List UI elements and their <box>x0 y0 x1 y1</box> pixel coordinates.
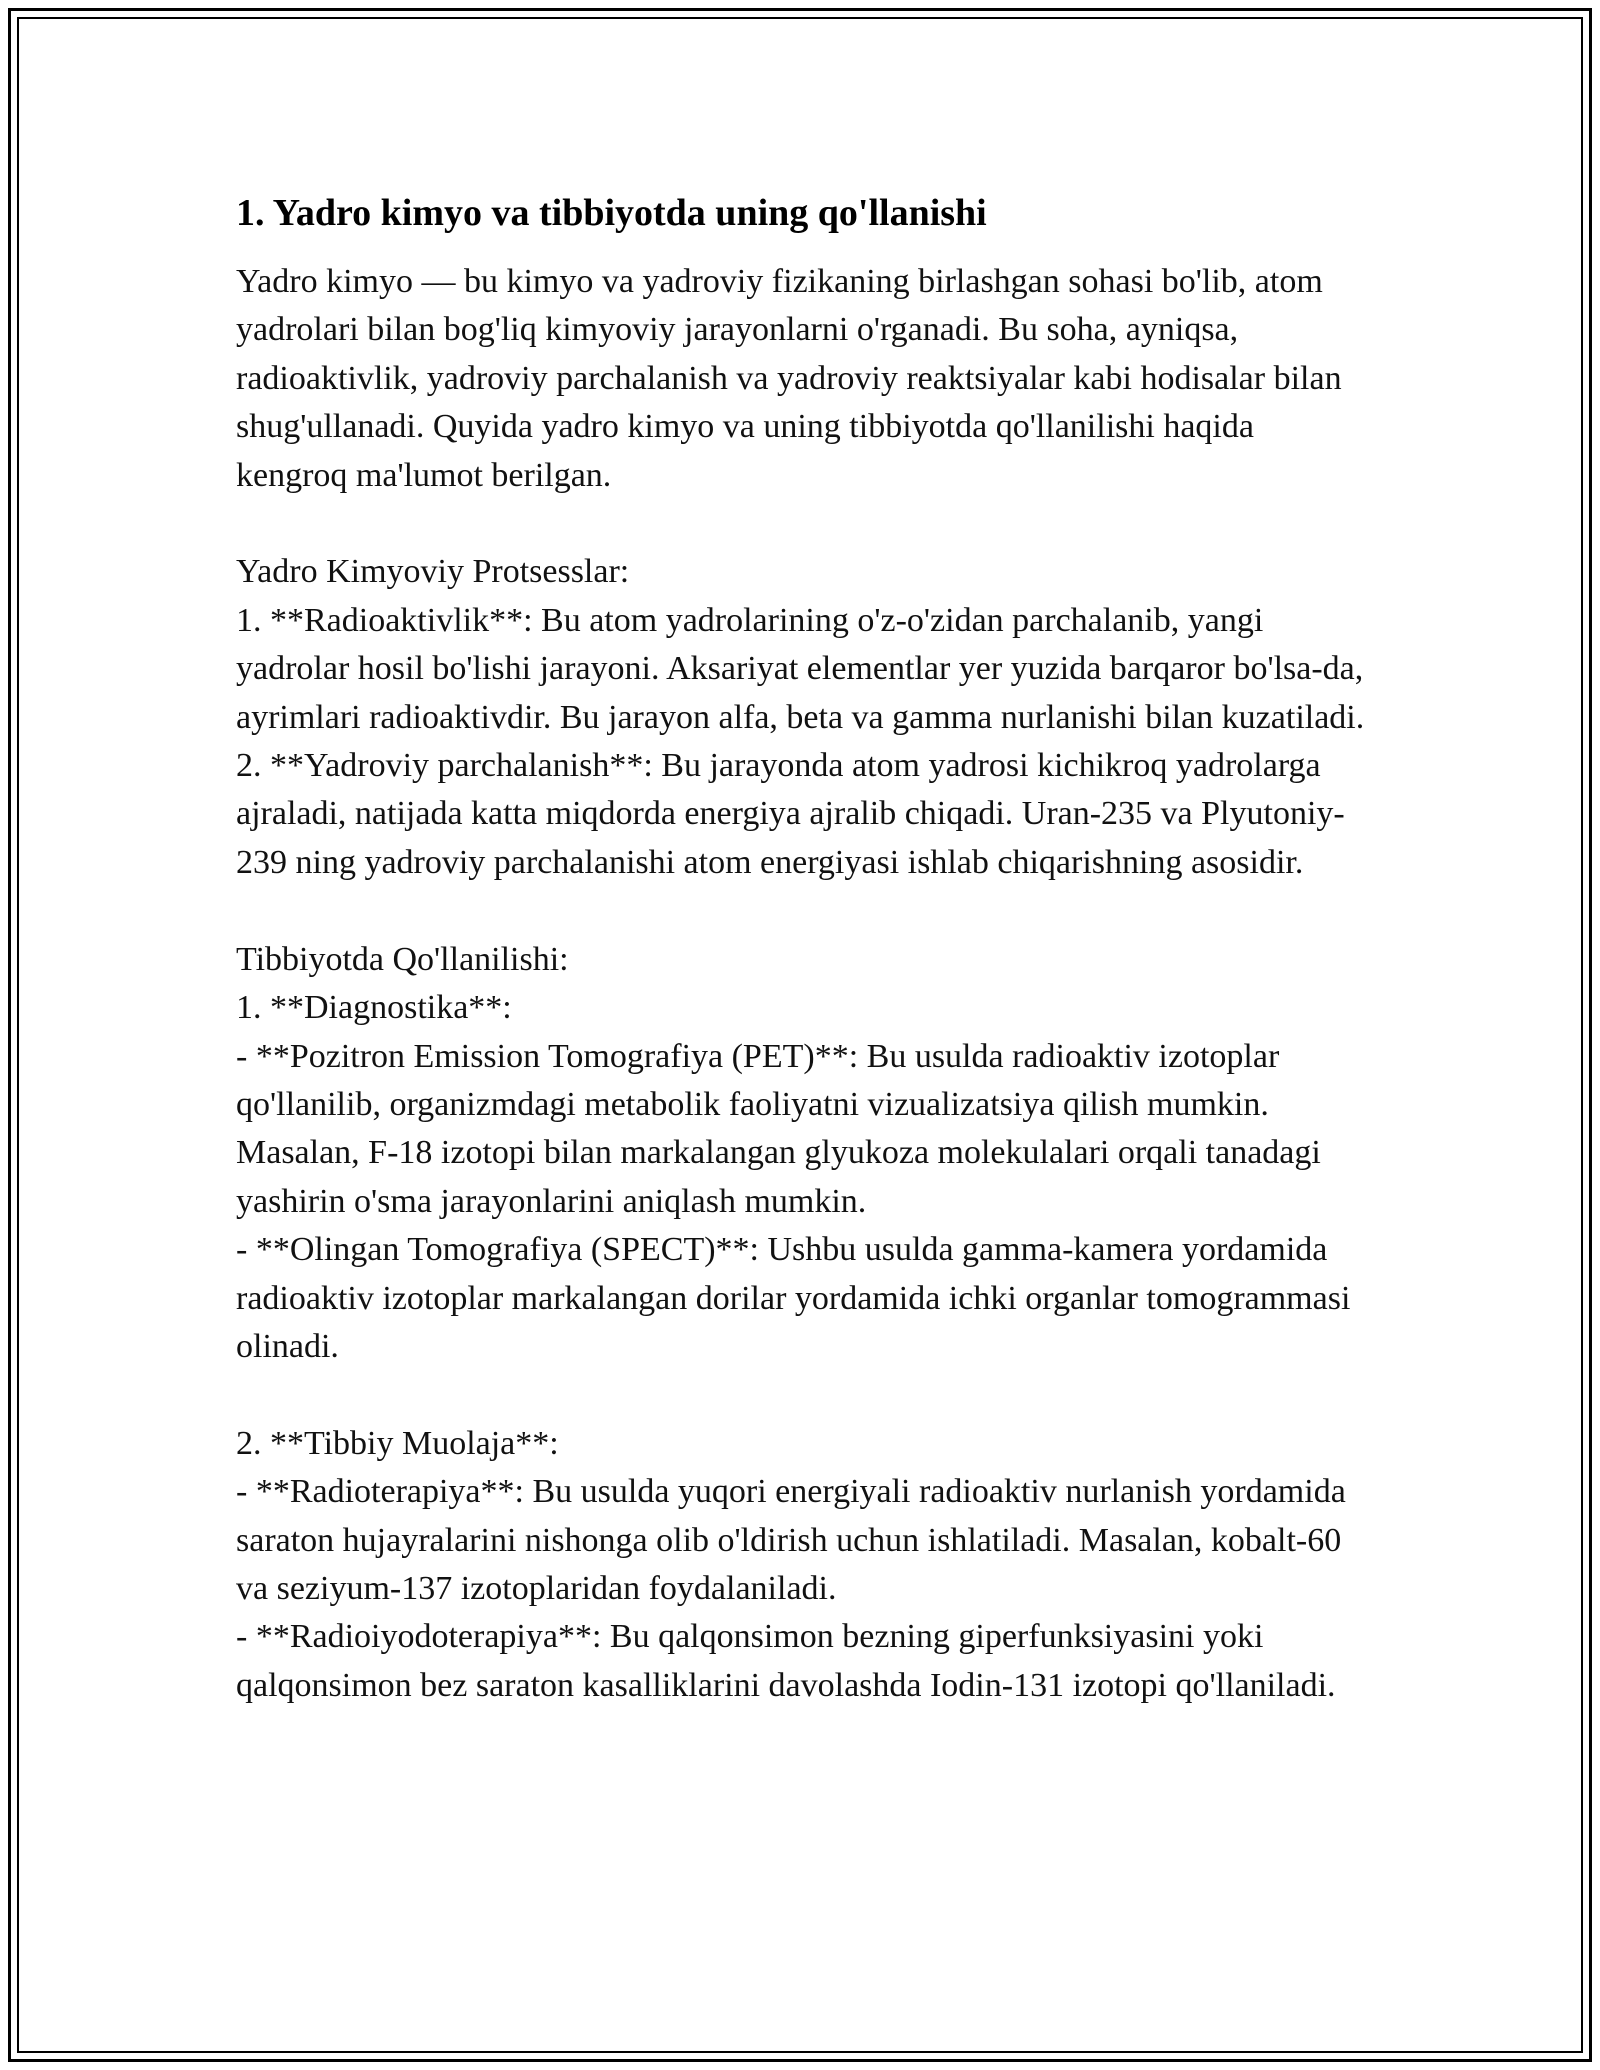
document-body: Yadro kimyo — bu kimyo va yadroviy fizikaning birlashgan sohasi bo'lib, atom yadrolari bilan bog'liq kimyoviy jarayonlarni o'rganadi. Bu soha, ayniqsa, radioaktivlik, yadroviy parchalanish va yadroviy reaktsiyalar kabi hodisalar bilan shug'ullanadi. Quyida yadro kimyo va uning tibbiyotda qo'llanilishi haqida kengroq ma'lumot berilgan. Yadro Kimyoviy Protsesslar: 1. **Radioaktivlik**: Bu atom yadrolarining o'z-o'zidan parchalanib, yangi yadrolar hosil bo'lishi jarayoni. Aksariyat elementlar yer yuzida barqaror bo'lsa-da, ayrimlari radioaktivdir. Bu jarayon alfa, beta va gamma nurlanishi bilan kuzatiladi. 2. **Yadroviy parchalanish**: Bu jarayonda atom yadrosi kichikroq yadrolarga ajraladi, natijada katta miqdorda energiya ajralib chiqadi. Uran-235 va Plyutoniy-239 ning yadroviy parchalanishi atom energiyasi ishlab chiqarishning asosidir. Tibbiyotda Qo'llanilishi: 1. **Diagnostika**: - **Pozitron Emission Tomografiya (PET)**: Bu usulda radioaktiv izotoplar qo'llanilib, organizmdagi metabolik faoliyatni vizualizatsiya qilish mumkin. Masalan, F-18 izotopi bilan markalangan glyukoza molekulalari orqali tanadagi yashirin o'sma jarayonlarini aniqlash mumkin. - **Olingan Tomografiya (SPECT)**: Ushbu usulda gamma-kamera yordamida radioaktiv izotoplar markalangan dorilar yordamida ichki organlar tomogrammasi olinadi. 2. **Tibbiy Muolaja**: - **Radioterapiya**: Bu usulda yuqori energiyali radioaktiv nurlanish yordamida saraton hujayralarini nishonga olib o'ldirish uchun ishlatiladi. Masalan, kobalt-60 va seziyum-137 izotoplaridan foydalaniladi. - **Radioiyodoterapiya**: Bu qalqonsimon bezning giperfunksiyasini yoki qalqonsimon bez saraton kasalliklarini davolashda Iodin-131 izotopi qo'llaniladi. <box>236 263 1365 1704</box>
document-title: 1. Yadro kimyo va tibbiyotda uning qo'llanishi <box>236 192 987 234</box>
document-content <box>236 188 1366 1710</box>
